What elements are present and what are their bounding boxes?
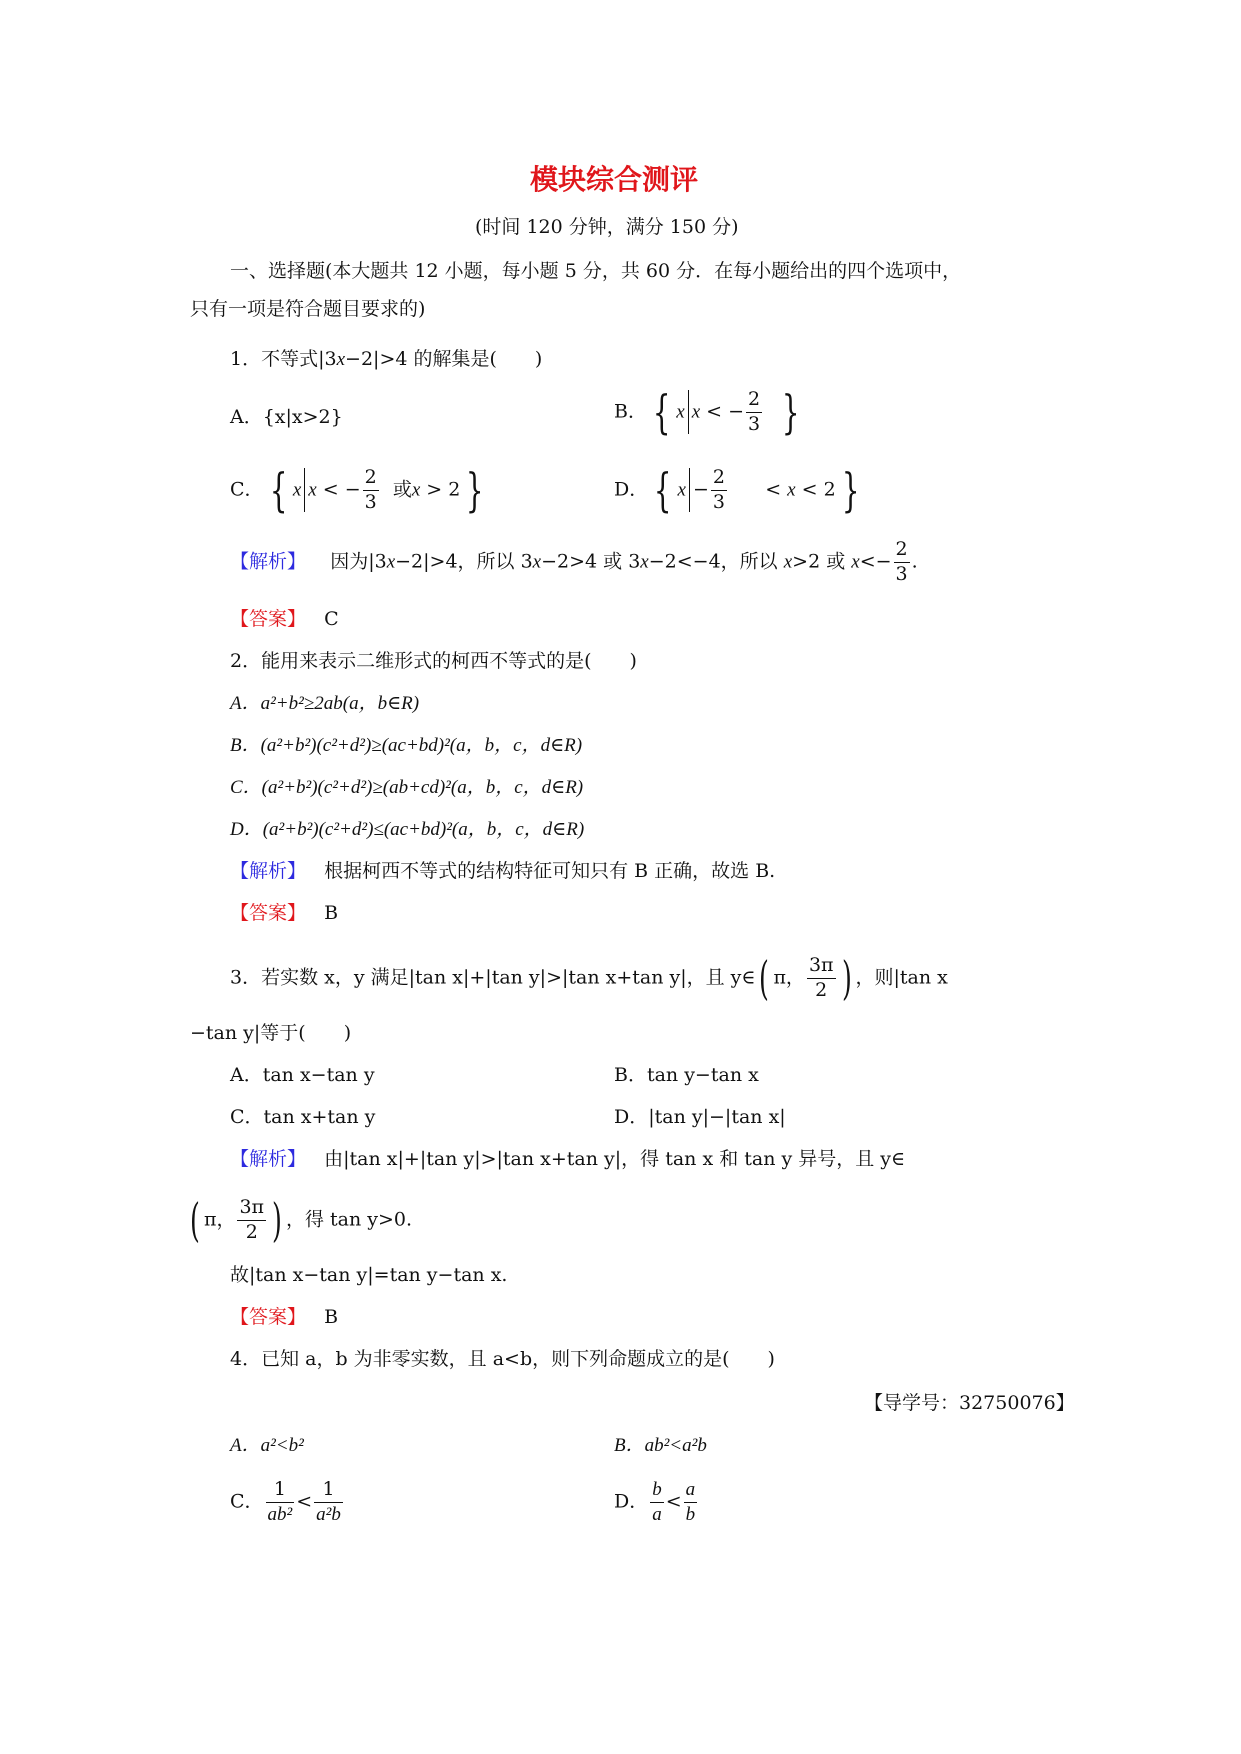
q1-answer: 【答案】 C: [230, 608, 339, 630]
section-intro-line1: 一、选择题(本大题共 12 小题，每小题 5 分，共 60 分．在每小题给出的四个选项中，: [230, 260, 962, 282]
q2-option-c: C．(a²+b²)(c²+d²)≥(ab+cd)²(a，b，c，d∈R): [230, 777, 584, 798]
q4-option-d: D． $\frac{b}{a}$ < $\frac{a}{b}$: [614, 1479, 696, 1525]
q3-answer: 【答案】 B: [230, 1306, 339, 1328]
page-title: 模块综合测评: [530, 163, 699, 196]
q2-answer: 【答案】 B: [230, 902, 339, 924]
q2-option-a: A．a²+b²≥2ab(a，b∈R): [230, 693, 420, 714]
answer-label: 【答案】: [230, 608, 307, 630]
q3-stem-line2: −tan y|等于( ): [190, 1022, 352, 1044]
answer-label: 【答案】: [230, 902, 307, 924]
q4-stem: 4．已知 a，b 为非零实数，且 a<b，则下列命题成立的是( ): [230, 1348, 775, 1370]
section-intro-line2: 只有一项是符合题目要求的): [190, 298, 426, 320]
analysis-label: 【解析】: [230, 860, 307, 882]
q1-option-d: D． { x − $\frac{2}{3}$ < x < 2 }: [614, 463, 860, 518]
q4-option-b: B．ab²<a²b: [614, 1435, 707, 1456]
q3-option-d: D．|tan y|−|tan x|: [614, 1106, 786, 1128]
guide-number: 【导学号：32750076】: [864, 1392, 1075, 1414]
answer-label: 【答案】: [230, 1306, 307, 1328]
q4-option-a: A．a²<b²: [230, 1435, 304, 1456]
q1-option-b: B． { x x < − $\frac{2}{3}$ }: [614, 385, 800, 440]
q4-option-c: C． $\frac{1}{\text{ab²}}$ < $\frac{1}{\text{a²b}}$: [230, 1478, 341, 1525]
q1-analysis: 【解析】 因为|3x−2|>4，所以 3x−2>4 或 3x−2<−4，所以 x>2 或 x<− $\frac{2}{3}$ .: [230, 538, 918, 585]
q3-analysis: 【解析】 由|tan x|+|tan y|>|tan x+tan y|，得 tan x 和 tan y 异号，且 y∈: [230, 1148, 906, 1170]
q2-option-b: B．(a²+b²)(c²+d²)≥(ac+bd)²(a，b，c，d∈R): [230, 735, 583, 756]
q2-stem: 2．能用来表示二维形式的柯西不等式的是( ): [230, 650, 637, 672]
q1-option-a: A．{x|x>2}: [230, 406, 343, 428]
page-subtitle: (时间 120 分钟，满分 150 分): [475, 216, 739, 238]
q2-option-d: D．(a²+b²)(c²+d²)≤(ac+bd)²(a，b，c，d∈R): [230, 819, 585, 840]
q2-analysis: 【解析】 根据柯西不等式的结构特征可知只有 B 正确，故选 B.: [230, 860, 776, 882]
analysis-label: 【解析】: [230, 550, 307, 573]
q3-option-c: C．tan x+tan y: [230, 1106, 376, 1128]
q3-analysis-line3: 故|tan x−tan y|=tan y−tan x.: [230, 1264, 508, 1286]
q1-option-c: C． { x x < − $\frac{2}{3}$ 或x > 2 }: [230, 463, 484, 518]
q3-option-a: A．tan x−tan y: [230, 1064, 375, 1086]
q3-analysis-line2: ( π， $\frac{3\pi}{2}$ ) ，得 tan y>0.: [190, 1193, 413, 1248]
q3-option-b: B．tan y−tan x: [614, 1064, 759, 1086]
q1-stem: 1．不等式|3x−2|>4 的解集是( ): [230, 348, 543, 370]
q3-stem: 3．若实数 x，y 满足|tan x|+|tan y|>|tan x+tan y|，且 y∈( π， $\frac{3\pi}{2}$ ) ，则|tan x: [230, 951, 948, 1006]
analysis-label: 【解析】: [230, 1148, 307, 1170]
